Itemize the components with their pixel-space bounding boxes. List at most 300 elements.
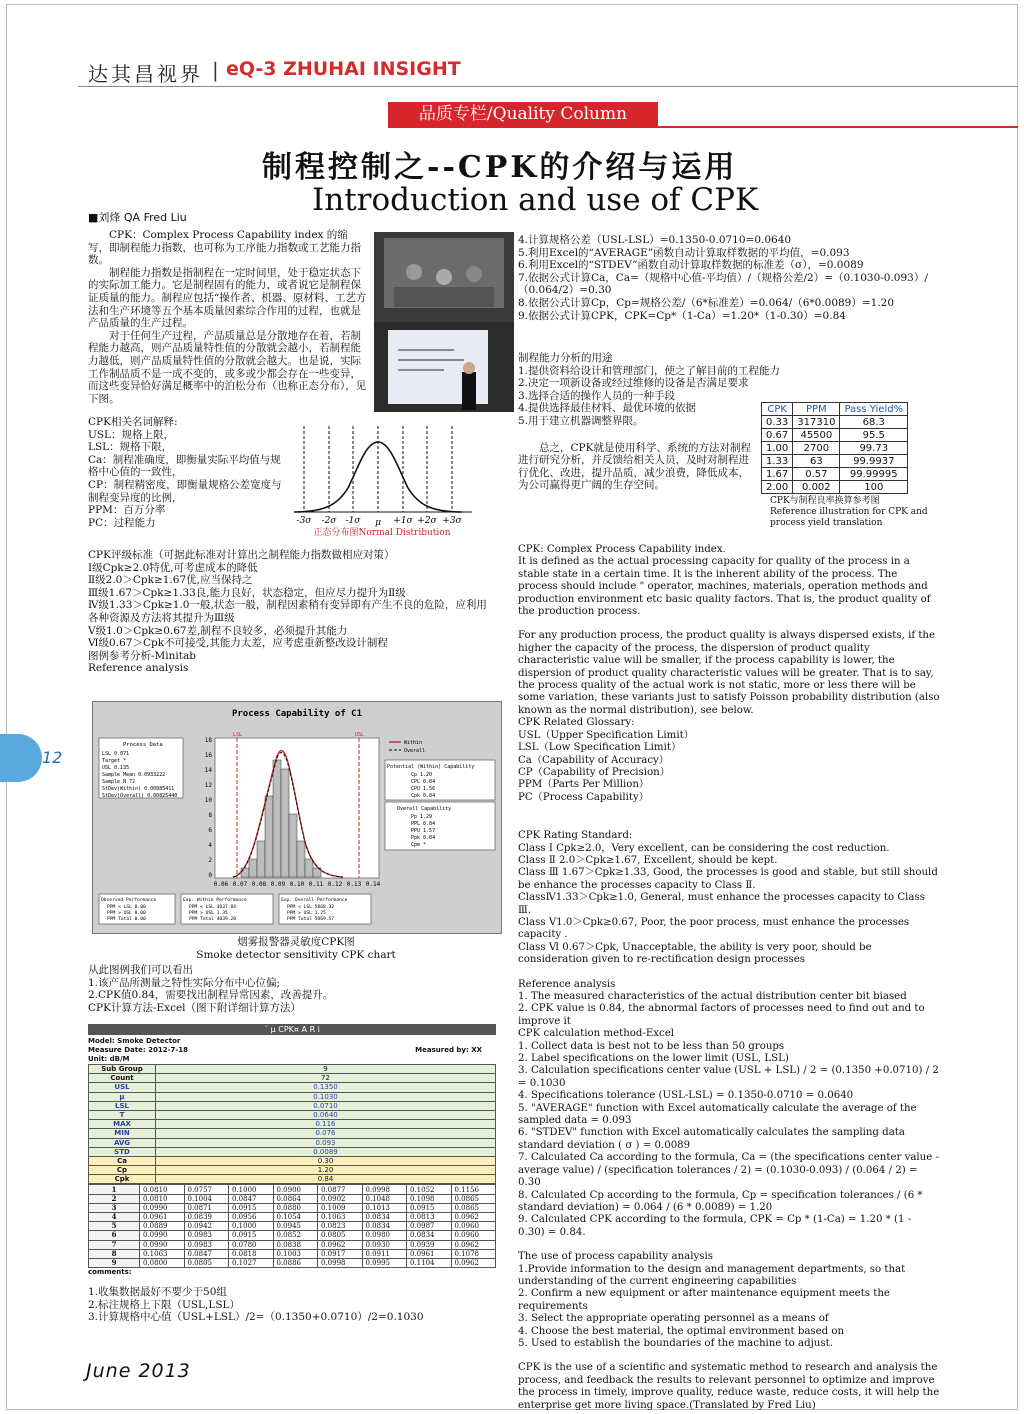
excel-data-cell: 0.0990 — [140, 1203, 185, 1212]
excel-unit: Unit: dB/M — [88, 1055, 130, 1063]
excel-summary-table — [88, 1064, 496, 1184]
excel-data-cell: 0.0889 — [140, 1222, 185, 1231]
glossary-line: PPM：百万分率 — [88, 504, 166, 517]
english-ref: 1. The measured characteristics of the actual distribution center bit biased — [518, 991, 907, 1002]
cpk-table-cell: 45500 — [793, 429, 840, 442]
excel-data-cell: 0.0839 — [184, 1213, 229, 1222]
cpk-table-cell: 0.67 — [762, 429, 793, 442]
english-rating: Class Ⅰ Cpk≥2.0，Very excellent, can be considering the cost reduction. — [518, 842, 890, 854]
english-ref: 2. CPK value is 0.84, the abnormal factors of processes need to find out and to improve it — [518, 1003, 925, 1027]
cpk-table-caption — [770, 496, 940, 529]
svg-text:12: 12 — [204, 782, 212, 789]
normal-chart-caption: 正态分布图Normal Distribution — [313, 528, 451, 538]
excel-data-row — [89, 1231, 496, 1240]
process-data-head: Process Data — [123, 742, 163, 748]
english-para: For any production process, the product quality is always dispersed exists, if the higher the capacity of the process, the dispersion of product quality characteristic value will be smaller, if the process capability is lower, the dispersion of product quality characteristic values will be greater. That is to say, the process quality of the actual work is not static, more or less there will be some variation, these variants just to satisfy Poisson probability distribution (also known as the normal distribution), see below. — [518, 630, 940, 716]
header-rule — [78, 86, 1018, 87]
excel-model: Model: Smoke Detector — [88, 1037, 181, 1045]
excel-data-row — [89, 1240, 496, 1249]
english-rating: Class Ⅲ 1.67＞Cpk≥1.33, Good, the processes is good and stable, but still should be enhance the processes capacity to Class Ⅱ. — [518, 867, 938, 891]
cpk-table-row — [762, 416, 908, 429]
excel-data-cell: 0.1000 — [229, 1185, 274, 1194]
cpk-table-cell: 0.002 — [793, 481, 840, 494]
english-rating: CPK Rating Standard: — [518, 830, 633, 842]
excel-summary-row — [89, 1120, 496, 1129]
excel-data-cell: 0.0834 — [362, 1222, 407, 1231]
glossary-line: Ca：制程准确度，即衡量实际平均值与规格中心值的一致性， — [88, 453, 281, 479]
excel-summary-value: 0.093 — [156, 1138, 496, 1147]
excel-summary-label: Sub Group — [89, 1065, 156, 1074]
svg-text:StDev(Overall) 0.00825440: StDev(Overall) 0.00825440 — [102, 793, 178, 799]
svg-text:0.12: 0.12 — [327, 881, 343, 888]
english-rating: Class Ⅱ 2.0＞Cpk≥1.67, Excellent, should be kept. — [518, 854, 778, 866]
excel-summary-row — [89, 1166, 496, 1175]
excel-summary-value: 0.116 — [156, 1120, 496, 1129]
analysis-cn — [88, 964, 496, 1014]
english-gloss: LSL（Low Specification Limit） — [518, 742, 682, 754]
glossary-line: CPK相关名词解释: — [88, 416, 178, 428]
excel-data-cell: 0.0915 — [229, 1231, 274, 1240]
english-conclusion: CPK is the use of a scientific and systematic method to research and analysis the process, and feedback the results to relevant personnel to optimize and improve the process in timely, improve quality, reduce waste, reduce costs, it will help the enterprise get more living space.(Translated by Fred Liu) — [518, 1362, 940, 1411]
usage-line: 2.决定一项新设备或经过维修的设备是否满足要求 — [518, 377, 749, 390]
cpk-table-cell: 1.00 — [762, 442, 793, 455]
step-line: 9.依据公式计算CPK，CPK=Cp*（1-Ca）=1.20*（1-0.30）=0.84 — [518, 309, 846, 322]
excel-summary-value: 72 — [156, 1074, 496, 1083]
chart-caption — [92, 936, 500, 961]
excel-data-cell: 0.0917 — [318, 1249, 363, 1258]
excel-data-row — [89, 1194, 496, 1203]
rating-line: Reference analysis — [88, 662, 189, 675]
svg-text:CPU 1.56: CPU 1.56 — [411, 786, 436, 792]
excel-summary-row — [89, 1156, 496, 1165]
cpk-table-row — [762, 455, 908, 468]
svg-text:Sample N 72: Sample N 72 — [102, 779, 136, 785]
svg-text:Potential (Within) Capability: Potential (Within) Capability — [387, 764, 475, 770]
svg-text:PPM > USL 0.00: PPM > USL 0.00 — [107, 911, 146, 916]
excel-data-cell: 0.0962 — [318, 1240, 363, 1249]
svg-text:14: 14 — [204, 767, 212, 774]
excel-data-cell: 0.0800 — [140, 1258, 185, 1267]
svg-text:0.06: 0.06 — [213, 881, 229, 888]
svg-text:USL 0.135: USL 0.135 — [102, 765, 130, 771]
english-para: CPK: Complex Process Capability index. It is defined as the actual processing capacity for quality of the process in a stable state in a certain time. It is the inherent ability of the process. The process should include " operator, machines, materials, operation methods and production environment etc basic quality factors. That is, the product quality of the production process. — [518, 544, 931, 618]
excel-summary-row — [89, 1065, 496, 1074]
excel-data-cell: 0.0823 — [318, 1222, 363, 1231]
english-ref: 4. Specifications tolerance (USL-LSL) = 0.1350-0.0710 = 0.0640 — [518, 1090, 854, 1102]
rating-cn — [88, 549, 496, 675]
english-text — [518, 544, 940, 1412]
cpk-table-cell: 0.57 — [793, 468, 840, 481]
excel-summary-label: Count — [89, 1074, 156, 1083]
english-rating: Class Ⅴ1.0＞Cpk≥0.67, Poor, the poor process, must enhance the processes capacity . — [518, 916, 910, 941]
sigma-tick: -2σ — [321, 516, 337, 526]
svg-text:Ppk 0.84: Ppk 0.84 — [411, 835, 436, 841]
english-ref: 6. "STDEV" function with Excel automatically calculates the sampling data standard deviation ( σ ) = 0.0089 — [518, 1127, 905, 1151]
cpk-table-cell: 1.67 — [762, 468, 793, 481]
rating-line: Ⅳ级1.33＞Cpk≥1.0一般,状态一般，制程因素稍有变异即有产生不良的危险，应利用各种资源及方法将其提升为Ⅲ级 — [88, 599, 487, 624]
svg-text:Exp. Within Performance: Exp. Within Performance — [183, 898, 247, 903]
excel-data-cell: 0.0805 — [184, 1258, 229, 1267]
step-line: 7.依据公式计算Ca，Ca=（规格中心值-平均值）/（规格公差/2）=（0.1030-0.093）/（0.064/2）=0.30 — [518, 271, 928, 297]
english-ref: 3. Calculation specifications center value (USL + LSL) / 2 = (0.1350 +0.0710) / 2 = 0.1030 — [518, 1065, 939, 1089]
excel-comments: comments: — [88, 1268, 132, 1277]
excel-summary-label: AVG — [89, 1138, 156, 1147]
article-title-cn: 制程控制之--CPK的介绍与运用 — [262, 150, 738, 185]
excel-data-row — [89, 1258, 496, 1267]
excel-data-cell: 0.0852 — [273, 1231, 318, 1240]
sigma-tick: +2σ — [417, 516, 437, 526]
excel-summary-value: 0.84 — [156, 1175, 496, 1184]
cpk-table-cell: 2.00 — [762, 481, 793, 494]
summary-cn: 总之，CPK就是使用科学、系统的方法对制程进行研究分析，并反馈给相关人员，及时对制程进行优化、改进，提升品质，减少浪费，降低成本，为公司赢得更广阔的生存空间。 — [518, 441, 751, 492]
glossary-cn — [88, 416, 288, 529]
english-ref: CPK calculation method-Excel — [518, 1028, 675, 1040]
excel-data-cell: 0.1052 — [407, 1185, 452, 1194]
magazine-name-cn: 达其昌视界 — [88, 62, 203, 86]
excel-data-cell: 0.1078 — [451, 1249, 496, 1258]
english-use: 1.Provide information to the design and management departments, so that understanding of the current engineering capabilities — [518, 1263, 906, 1287]
excel-data-cell: 0.0838 — [273, 1240, 318, 1249]
cpk-table-row — [762, 481, 908, 494]
excel-data-cell: 0.0911 — [362, 1249, 407, 1258]
excel-data-cell: 0.0942 — [184, 1222, 229, 1231]
excel-data-table — [88, 1184, 496, 1268]
cpk-caption-en: Reference illustration for CPK and process yield translation — [770, 507, 928, 528]
svg-text:Overall Capability: Overall Capability — [397, 806, 452, 812]
english-gloss: PC（Process Capability） — [518, 791, 649, 803]
english-rating: Class Ⅵ 0.67＞Cpk, Unacceptable, the ability is very poor, should be consideration given to re-rectification design processes — [518, 941, 872, 966]
excel-data-cell: 0.0805 — [318, 1231, 363, 1240]
sigma-tick: -1σ — [345, 516, 361, 526]
cpk-col-header: PPM — [793, 403, 840, 416]
english-ref: 7. Calculated Ca according to the formula, Ca = (the specifications center value - average value) / (specification tolerances / 2) = (0.1030-0.093) / (0.064 / 2) = 0.30 — [518, 1152, 939, 1189]
english-ref: 9. Calculated CPK according to the formula, CPK = Cp * (1-Ca) = 1.20 * (1 - 0.30) = 0.84. — [518, 1214, 912, 1238]
excel-data-cell: 0.0847 — [229, 1194, 274, 1203]
excel-data-row — [89, 1222, 496, 1231]
excel-data-cell: 0.0962 — [451, 1213, 496, 1222]
english-ref: 8. Calculated Cp according to the formula, Cp = specification tolerances / (6 * standard deviation) = 0.064 / (6 * 0.0089) = 1.20 — [518, 1189, 923, 1213]
excel-summary-row — [89, 1175, 496, 1184]
english-gloss: CP（Capability of Precision） — [518, 766, 670, 778]
intro-para: 对于任何生产过程，产品质量总是分散地存在着，若制程能力越高，则产品质量特性值的分散就会越小，若制程能力越低，则产品质量特性值的分散就会越大。也是说，实际工作制品质不是一成不变的，或多或少都会存在一些变异，而这些变异恰好满足概率中的泊松分布（也称正态分布），见下图。 — [88, 329, 367, 405]
excel-summary-label: Cp — [89, 1166, 156, 1175]
english-use: 2. Confirm a new equipment or after maintenance equipment meets the requirements — [518, 1288, 890, 1312]
svg-text:16: 16 — [204, 752, 212, 759]
excel-summary-label: µ — [89, 1092, 156, 1101]
excel-data-cell: 0.0998 — [318, 1258, 363, 1267]
svg-text:0.07: 0.07 — [232, 881, 248, 888]
excel-title: ¨ µ CPK¤ A R i — [88, 1024, 496, 1035]
excel-row-index: 6 — [89, 1231, 140, 1240]
svg-text:StDev(Within) 0.00885411: StDev(Within) 0.00885411 — [102, 786, 175, 792]
chart-caption-cn: 烟雾报警器灵敏度CPK图 — [237, 936, 355, 948]
cpk-table-cell: 95.5 — [840, 429, 908, 442]
svg-text:Cpm *: Cpm * — [411, 842, 427, 848]
svg-text:18: 18 — [204, 737, 212, 744]
cpk-col-header: Pass Yield% — [840, 403, 908, 416]
header-separator: | — [212, 58, 219, 82]
usage-line: 3.选择合适的操作人员的一种手段 — [518, 389, 676, 402]
page-number: 12 — [42, 748, 63, 767]
minitab-title: Process Capability of C1 — [231, 709, 363, 719]
english-use: 4. Choose the best material, the optimal environment based on — [518, 1325, 845, 1337]
analysis-line: 从此图例我们可以看出 — [88, 964, 193, 976]
excel-data-cell: 0.0865 — [451, 1194, 496, 1203]
excel-sheet — [88, 1024, 496, 1276]
svg-text:CPL 0.84: CPL 0.84 — [411, 779, 436, 785]
svg-text:PPU 1.57: PPU 1.57 — [411, 828, 436, 834]
excel-summary-label: LSL — [89, 1101, 156, 1110]
sigma-tick: -3σ — [296, 516, 312, 526]
cpk-table-cell: 100 — [840, 481, 908, 494]
excel-measured-by: Measured by: XX — [415, 1046, 482, 1054]
excel-data-cell: 0.0880 — [273, 1203, 318, 1212]
cpk-caption-cn: CPK与制程良率换算参考图 — [770, 496, 880, 506]
svg-text:PPM > USL 1.25: PPM > USL 1.25 — [287, 911, 326, 916]
excel-data-row — [89, 1213, 496, 1222]
excel-data-cell: 0.1104 — [407, 1258, 452, 1267]
sigma-tick: +1σ — [393, 516, 413, 526]
legend-within: Within — [404, 740, 423, 746]
excel-row-index: 9 — [89, 1258, 140, 1267]
excel-data-cell: 0.0871 — [184, 1203, 229, 1212]
rating-line: Ⅲ级1.67＞Cpk≥1.33良,能力良好，状态稳定，但应尽力提升为Ⅱ级 — [88, 586, 406, 599]
excel-data-cell: 0.1013 — [362, 1203, 407, 1212]
article-title-en: Introduction and use of CPK — [312, 182, 759, 218]
excel-summary-row — [89, 1129, 496, 1138]
excel-data-cell: 0.0956 — [229, 1213, 274, 1222]
svg-text:6: 6 — [208, 827, 212, 834]
rating-line: Ⅵ级0.67＞Cpk不可接受,其能力太差，应考虑重新整改设计制程 — [88, 637, 388, 650]
svg-text:0.14: 0.14 — [365, 881, 381, 888]
excel-data-cell: 0.0834 — [407, 1231, 452, 1240]
cpk-col-header: CPK — [762, 403, 793, 416]
photo-illustration — [374, 232, 514, 412]
svg-text:LSL 0.071: LSL 0.071 — [102, 751, 130, 757]
excel-data-cell: 0.1000 — [229, 1222, 274, 1231]
excel-summary-label: Ca — [89, 1156, 156, 1165]
excel-data-cell: 0.0980 — [362, 1231, 407, 1240]
glossary-line: PC：过程能力 — [88, 516, 156, 529]
analysis-line: CPK计算方法-Excel（图下附详细计算方法） — [88, 1001, 302, 1014]
svg-text:USL: USL — [355, 732, 365, 738]
cpk-table-cell: 0.33 — [762, 416, 793, 429]
excel-data-cell: 0.0834 — [362, 1213, 407, 1222]
cpk-table-cell: 99.73 — [840, 442, 908, 455]
excel-data-cell: 0.0995 — [362, 1258, 407, 1267]
chart-caption-en: Smoke detector sensitivity CPK chart — [196, 948, 396, 961]
excel-data-cell: 0.0864 — [273, 1194, 318, 1203]
svg-text:Pp 1.29: Pp 1.29 — [411, 814, 433, 820]
excel-summary-label: MIN — [89, 1129, 156, 1138]
svg-text:2: 2 — [208, 857, 212, 864]
issue-date: June 2013 — [86, 1360, 191, 1382]
english-use: The use of process capability analysis — [518, 1251, 713, 1263]
excel-data-cell: 0.1054 — [273, 1213, 318, 1222]
analysis-line: 2.CPK值0.84，需要找出制程异常因素，改善提升。 — [88, 989, 334, 1002]
rating-line: 图例参考分析-Minitab — [88, 649, 196, 662]
english-gloss: CPK Related Glossary: — [518, 717, 635, 729]
cpk-table-cell: 63 — [793, 455, 840, 468]
rating-line: CPK评级标准（可据此标准对计算出之制程能力指数做相应对策） — [88, 549, 395, 561]
step-line: 1.收集数据最好不要少于50组 — [88, 1286, 227, 1298]
glossary-line: LSL：规格下限， — [88, 441, 173, 454]
excel-row-index: 7 — [89, 1240, 140, 1249]
step-line: 2.标注规格上下限（USL,LSL） — [88, 1298, 241, 1311]
excel-data-cell: 0.1027 — [229, 1258, 274, 1267]
excel-summary-row — [89, 1110, 496, 1119]
svg-text:0.13: 0.13 — [346, 881, 362, 888]
svg-text:PPM < LSL 4037.84: PPM < LSL 4037.84 — [189, 905, 237, 910]
excel-summary-label: Cpk — [89, 1175, 156, 1184]
excel-data-row — [89, 1249, 496, 1258]
excel-data-cell: 0.0780 — [229, 1240, 274, 1249]
excel-data-cell: 0.0900 — [273, 1185, 318, 1194]
cpk-table-cell: 99.9937 — [840, 455, 908, 468]
english-gloss: Ca（Capability of Accuracy） — [518, 754, 669, 766]
cpk-yield-table — [761, 402, 908, 494]
svg-text:10: 10 — [204, 797, 212, 804]
excel-data-cell: 0.0886 — [273, 1258, 318, 1267]
intro-para: CPK：Complex Process Capability index 的缩写，即制程能力指数，也可称为工序能力指数或工艺能力指数。 — [88, 229, 361, 267]
cpk-table-cell: 2700 — [793, 442, 840, 455]
excel-row-index: 8 — [89, 1249, 140, 1258]
author-byline: ■刘烽 QA Fred Liu — [88, 211, 187, 224]
steps-cn-left — [88, 1286, 496, 1324]
svg-text:0.11: 0.11 — [308, 881, 324, 888]
excel-summary-value: 0.0710 — [156, 1101, 496, 1110]
excel-data-cell: 0.0915 — [229, 1203, 274, 1212]
excel-data-cell: 0.1003 — [273, 1249, 318, 1258]
svg-text:4: 4 — [208, 842, 212, 849]
excel-data-cell: 0.0810 — [140, 1185, 185, 1194]
svg-text:0.08: 0.08 — [251, 881, 267, 888]
column-banner: 品质专栏/Quality Column — [388, 102, 658, 126]
minitab-chart — [92, 701, 502, 934]
cpk-table-cell: 99.99995 — [840, 468, 908, 481]
svg-text:LSL: LSL — [233, 732, 243, 738]
step-line: 5.利用Excel的“AVERAGE”函数自动计算取样数据的平均值，=0.093 — [518, 246, 850, 259]
english-ref: 2. Label specifications on the lower limit (USL, LSL) — [518, 1053, 789, 1065]
intro-para: 制程能力指数是指制程在一定时间里，处于稳定状态下的实际加工能力。它是制程固有的能力，或者说它是制程保证质量的能力。制程应包括“操作者、机器、原材料、工艺方法和生产环境等五个基本质量因素综合作用的过程，也就是产品质量的生产过程。 — [88, 266, 367, 330]
sigma-tick: +3σ — [442, 516, 462, 526]
excel-data-cell: 0.0987 — [407, 1222, 452, 1231]
excel-data-row — [89, 1185, 496, 1194]
excel-summary-row — [89, 1083, 496, 1092]
excel-data-cell: 0.1009 — [318, 1203, 363, 1212]
svg-text:PPM Total 4039.20: PPM Total 4039.20 — [189, 917, 237, 922]
svg-text:0: 0 — [208, 872, 212, 879]
excel-summary-label: T — [89, 1110, 156, 1119]
usage-line: 制程能力分析的用途 — [518, 352, 613, 364]
svg-text:Sample Mean 0.0933222: Sample Mean 0.0933222 — [102, 772, 166, 778]
svg-text:0.10: 0.10 — [289, 881, 305, 888]
excel-data-cell: 0.0915 — [407, 1203, 452, 1212]
english-use: 3. Select the appropriate operating personnel as a means of — [518, 1313, 829, 1325]
step-line: 3.计算规格中心值（USL+LSL）/2=（0.1350+0.0710）/2=0.1030 — [88, 1311, 424, 1324]
excel-data-cell: 0.1048 — [362, 1194, 407, 1203]
usage-line: 5.用于建立机器调整界限。 — [518, 414, 644, 427]
excel-summary-value: 0.076 — [156, 1129, 496, 1138]
cpk-table-cell: 1.33 — [762, 455, 793, 468]
excel-data-row — [89, 1203, 496, 1212]
rating-line: Ⅴ级1.0＞Cpk≥0.67差,制程不良较多，必须提升其能力 — [88, 624, 348, 637]
excel-data-cell: 0.0962 — [451, 1258, 496, 1267]
excel-data-cell: 0.1063 — [318, 1213, 363, 1222]
svg-text:PPM Total 0.00: PPM Total 0.00 — [107, 917, 146, 922]
magazine-name-en: eQ-3 ZHUHAI INSIGHT — [226, 58, 461, 80]
usage-line: 4.提供选择最佳材料、最优环境的依据 — [518, 402, 697, 415]
excel-data-cell: 0.0865 — [451, 1203, 496, 1212]
excel-data-cell: 0.1004 — [184, 1194, 229, 1203]
english-ref: 5. "AVERAGE" function with Excel automatically calculate the average of the sampled data = 0.093 — [518, 1102, 917, 1127]
excel-data-cell: 0.0998 — [362, 1185, 407, 1194]
english-ref: 1. Collect data is best not to be less than 50 groups — [518, 1040, 785, 1052]
classroom-photo — [374, 232, 514, 412]
excel-data-cell: 0.0962 — [451, 1240, 496, 1249]
excel-data-cell: 0.0983 — [184, 1240, 229, 1249]
excel-data-cell: 0.0757 — [184, 1185, 229, 1194]
excel-summary-label: STD — [89, 1147, 156, 1156]
excel-data-cell: 0.0960 — [451, 1231, 496, 1240]
excel-data-cell: 0.0813 — [407, 1213, 452, 1222]
excel-summary-value: 0.1030 — [156, 1092, 496, 1101]
svg-text:0.09: 0.09 — [270, 881, 286, 888]
excel-data-cell: 0.0945 — [273, 1222, 318, 1231]
english-use: 5. Used to establish the boundaries of the machine to adjust. — [518, 1337, 833, 1349]
excel-data-cell: 0.0983 — [184, 1231, 229, 1240]
excel-data-cell: 0.0939 — [407, 1240, 452, 1249]
step-line: 6.利用Excel的“STDEV”函数自动计算取样数据的标准差（σ），=0.0089 — [518, 259, 864, 272]
cpk-table-cell: 68.3 — [840, 416, 908, 429]
cpk-table-row — [762, 442, 908, 455]
excel-summary-row — [89, 1147, 496, 1156]
excel-summary-value: 0.1350 — [156, 1083, 496, 1092]
excel-data-cell: 0.0990 — [140, 1231, 185, 1240]
svg-text:Exp. Overall Performance: Exp. Overall Performance — [281, 898, 348, 903]
english-gloss: PPM（Parts Per Million） — [518, 779, 650, 791]
excel-data-cell: 0.1098 — [407, 1194, 452, 1203]
rating-line: Ⅱ级2.0＞Cpk≥1.67优,应当保持之 — [88, 574, 253, 587]
step-line: 8.依据公式计算Cp，Cp=规格公差/（6*标准差）=0.064/（6*0.0089）=1.20 — [518, 296, 895, 309]
sigma-tick: μ — [375, 518, 381, 528]
legend-overall: Overall — [404, 748, 426, 754]
column-rule — [388, 126, 1018, 128]
excel-row-index: 5 — [89, 1222, 140, 1231]
excel-data-cell: 0.0847 — [184, 1249, 229, 1258]
cpk-table-row — [762, 429, 908, 442]
excel-data-cell: 0.1063 — [140, 1249, 185, 1258]
analysis-line: 1.该产品所测量之特性实际分布中心位偏; — [88, 976, 281, 989]
excel-summary-row — [89, 1101, 496, 1110]
glossary-line: USL：规格上限， — [88, 428, 175, 441]
english-rating: ClassⅣ1.33＞Cpk≥1.0, General, must enhance the processes capacity to Class Ⅲ. — [518, 892, 925, 916]
svg-text:PPM < LSL 0.00: PPM < LSL 0.00 — [107, 905, 146, 910]
cpk-table-row — [762, 468, 908, 481]
svg-text:8: 8 — [208, 812, 212, 819]
svg-text:Observed Performance: Observed Performance — [101, 898, 157, 903]
excel-data-cell: 0.0902 — [318, 1194, 363, 1203]
svg-text:PPL 0.84: PPL 0.84 — [411, 821, 436, 827]
glossary-line: CP：制程精密度，即衡量规格公差宽度与制程变异度的比例， — [88, 478, 282, 504]
excel-row-index: 4 — [89, 1213, 140, 1222]
svg-text:Cpk 0.84: Cpk 0.84 — [411, 793, 436, 799]
normal-distribution-chart — [286, 424, 482, 540]
excel-data-cell: 0.0961 — [140, 1213, 185, 1222]
excel-row-index: 2 — [89, 1194, 140, 1203]
minitab-chart-svg — [93, 702, 501, 933]
excel-row-index: 1 — [89, 1185, 140, 1194]
